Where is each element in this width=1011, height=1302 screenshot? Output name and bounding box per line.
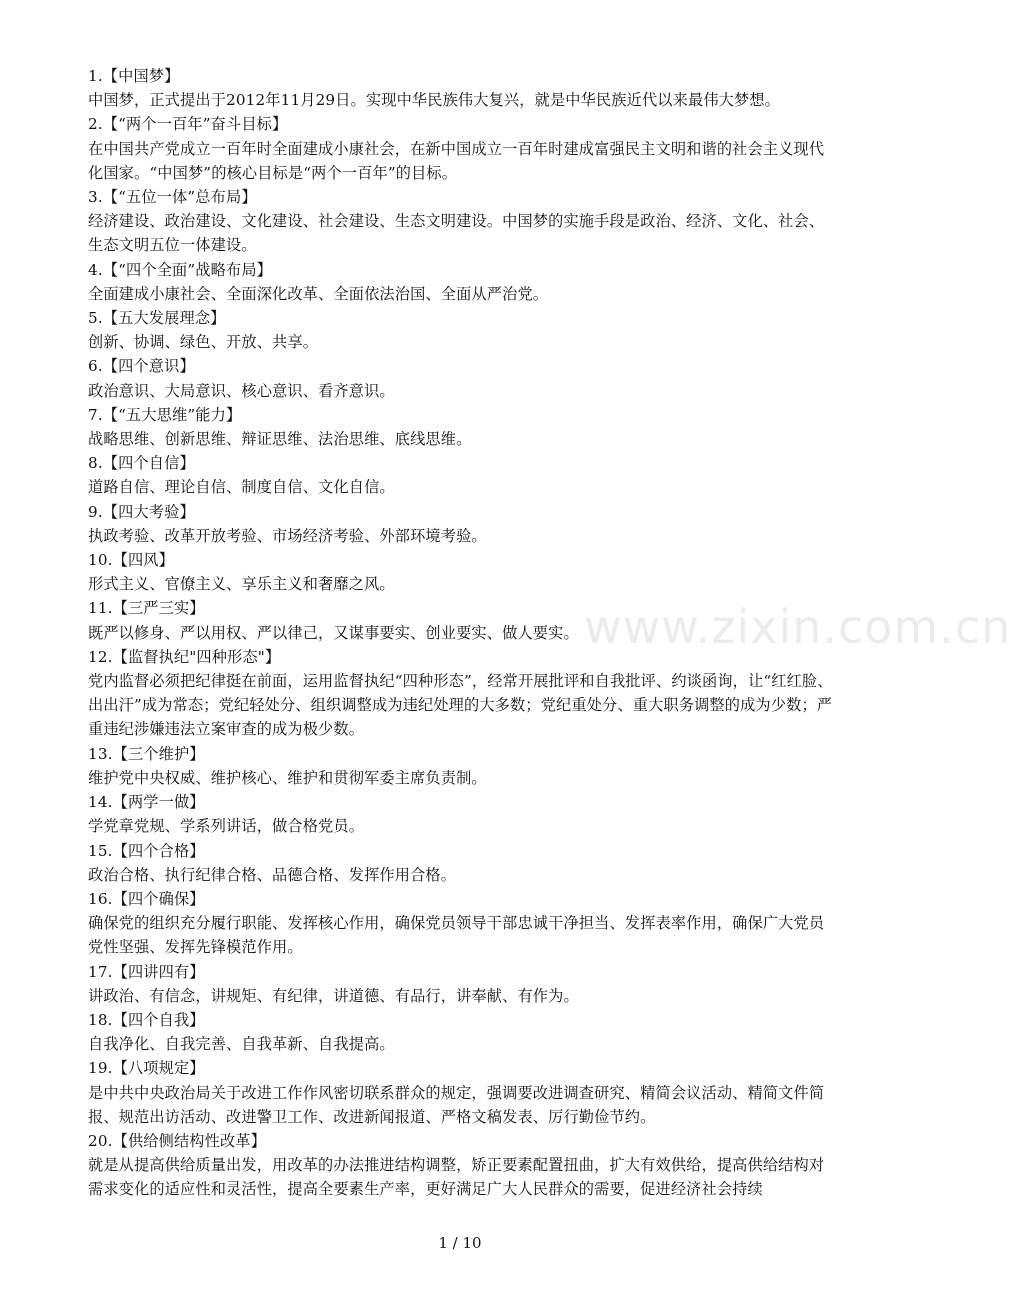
entry-body: 讲政治、有信念，讲规矩、有纪律，讲道德、有品行，讲奉献、有作为。	[88, 986, 579, 1005]
entry-body: 是中共中央政治局关于改进工作作风密切联系群众的规定，强调要改进调查研究、精简会议活动、精简文件简报、规范出访活动、改进警卫工作、改进新闻报道、严格文稿发表、厉行勤俭节约。	[88, 1083, 825, 1126]
entry-body: 在中国共产党成立一百年时全面建成小康社会，在新中国成立一百年时建成富强民主文明和谐的社会主义现代化国家。“中国梦”的核心目标是“两个一百年”的目标。	[88, 139, 825, 182]
entry-title: 7.【“五大思维”能力】	[88, 405, 242, 424]
watermark: www.zixin.com.cn	[584, 600, 1011, 654]
entry-title: 16.【四个确保】	[88, 889, 205, 908]
entry-body: 政治合格、执行纪律合格、品德合格、发挥作用合格。	[88, 865, 457, 884]
entry-title: 8.【四个自信】	[88, 454, 195, 473]
entry-title: 2.【“两个一百年”奋斗目标】	[88, 115, 288, 134]
entry-title: 4.【“四个全面”战略布局】	[88, 260, 272, 279]
entry-body: 学党章党规、学系列讲话，做合格党员。	[88, 817, 365, 836]
entry-body: 确保党的组织充分履行职能、发挥核心作用，确保党员领导干部忠诚干净担当、发挥表率作用，确保广大党员党性坚强、发挥先锋模范作用。	[88, 914, 825, 957]
page-number: 1 / 10	[438, 1234, 482, 1252]
entry-title: 1.【中国梦】	[88, 67, 180, 85]
entry-body: 战略思维、创新思维、辩证思维、法治思维、底线思维。	[88, 430, 472, 449]
entry-body: 党内监督必须把纪律挺在前面，运用监督执纪“四种形态”，经常开展批评和自我批评、约谈函询，让“红红脸、出出汗”成为常态；党纪轻处分、组织调整成为违纪处理的大多数；党纪重处分、重大职务调整的成为少数；严重违纪涉嫌违法立案审查的成为极少数。	[88, 672, 833, 739]
entry-body: 创新、协调、绿色、开放、共享。	[88, 333, 319, 352]
entry-title: 20.【供给侧结构性改革】	[88, 1131, 266, 1150]
entry-body: 政治意识、大局意识、核心意识、看齐意识。	[88, 381, 395, 400]
entry-title: 13.【三个维护】	[88, 744, 205, 763]
entry-body: 执政考验、改革开放考验、市场经济考验、外部环境考验。	[88, 526, 487, 545]
entry-body: 维护党中央权威、维护核心、维护和贯彻军委主席负责制。	[88, 768, 487, 787]
entry-body: 形式主义、官僚主义、享乐主义和奢靡之风。	[88, 575, 395, 594]
entry-body: 就是从提高供给质量出发，用改革的办法推进结构调整，矫正要素配置扭曲，扩大有效供给，提高供给结构对需求变化的适应性和灵活性，提高全要素生产率，更好满足广大人民群众的需要，促进经济社会持续	[88, 1156, 825, 1199]
entry-body: 全面建成小康社会、全面深化改革、全面依法治国、全面从严治党。	[88, 284, 549, 303]
entry-body: 中国梦，正式提出于2012年11月29日。实现中华民族伟大复兴，就是中华民族近代以来最伟大梦想。	[88, 91, 781, 110]
entry-title: 15.【四个合格】	[88, 841, 205, 860]
document-content	[88, 64, 836, 1202]
entry-title: 3.【“五位一体”总布局】	[88, 188, 257, 207]
entry-title: 5.【五大发展理念】	[88, 309, 226, 328]
entry-body: 自我净化、自我完善、自我革新、自我提高。	[88, 1035, 395, 1054]
entry-body: 既严以修身、严以用权、严以律己，又谋事要实、创业要实、做人要实。	[88, 623, 579, 642]
entry-title: 18.【四个自我】	[88, 1010, 205, 1029]
entry-body: 经济建设、政治建设、文化建设、社会建设、生态文明建设。中国梦的实施手段是政治、经济、文化、社会、生态文明五位一体建设。	[88, 212, 825, 255]
entry-title: 12.【监督执纪"四种形态"】	[88, 647, 281, 666]
entry-title: 11.【三严三实】	[88, 599, 205, 618]
entry-title: 17.【四讲四有】	[88, 962, 205, 981]
entry-body: 道路自信、理论自信、制度自信、文化自信。	[88, 478, 395, 497]
entry-title: 14.【两学一做】	[88, 793, 205, 812]
entry-title: 9.【四大考验】	[88, 502, 195, 521]
entry-title: 10.【四风】	[88, 551, 174, 570]
entry-title: 6.【四个意识】	[88, 357, 195, 376]
entry-title: 19.【八项规定】	[88, 1059, 205, 1078]
